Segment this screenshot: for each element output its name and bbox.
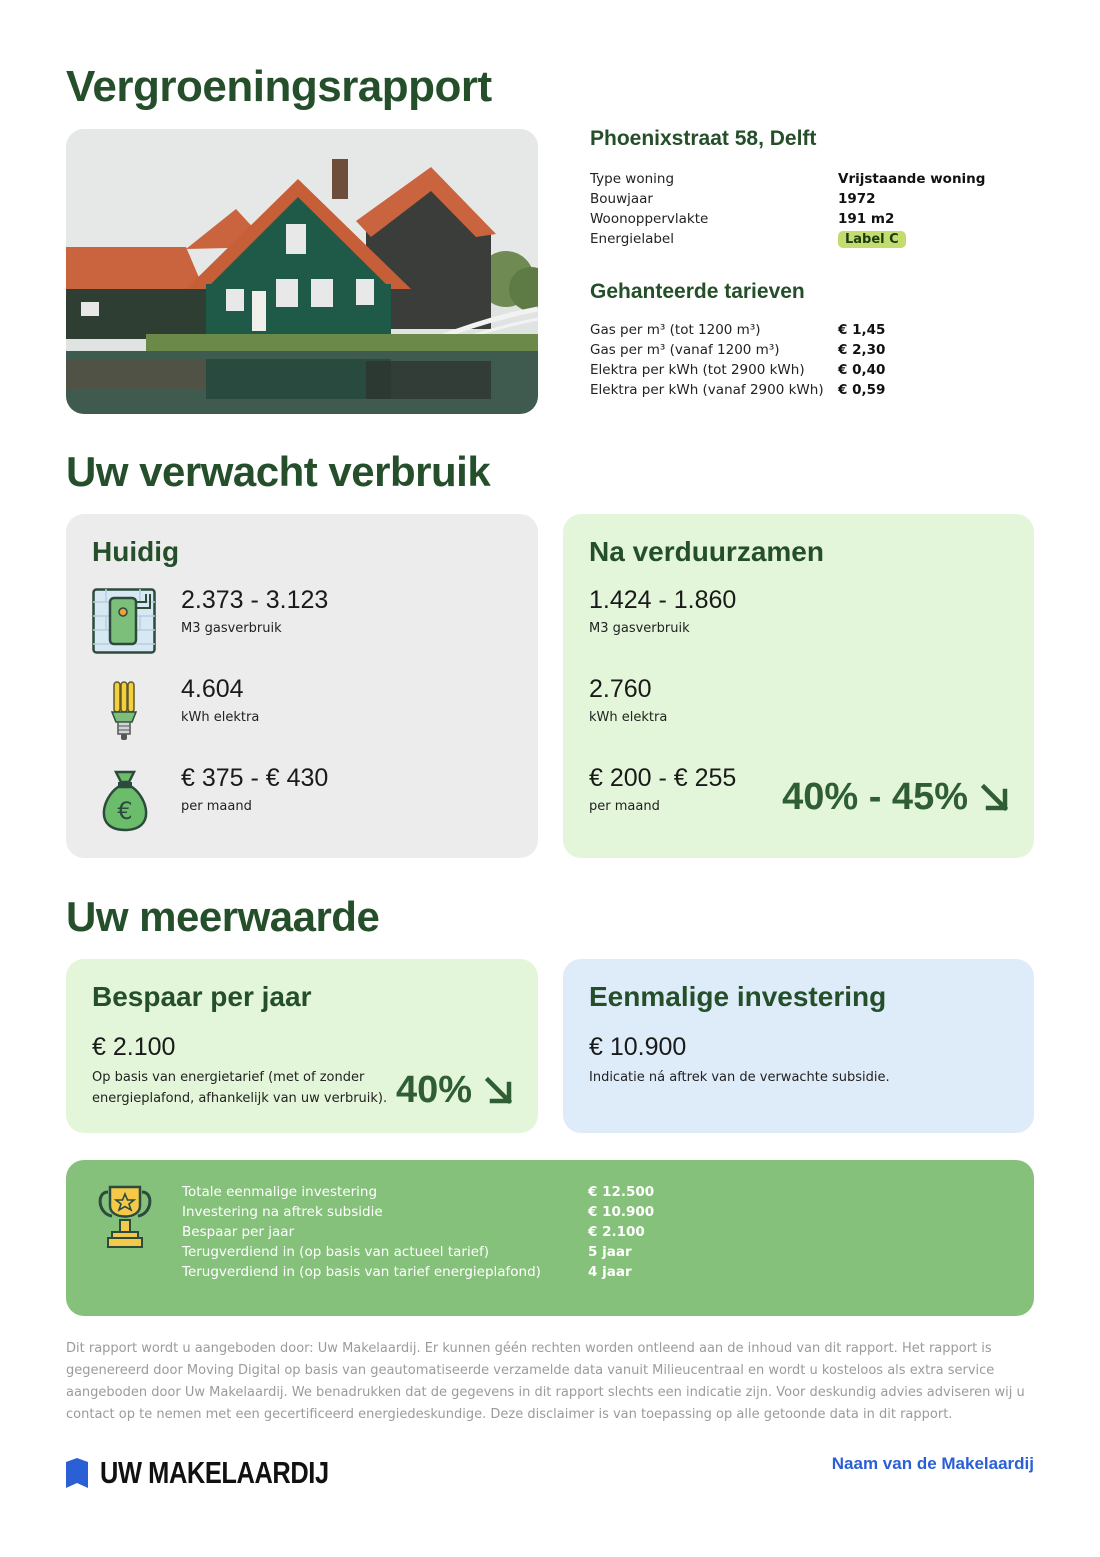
logo-text: UW MAKELAARDIJ — [100, 1455, 329, 1490]
summary-value: 5 jaar — [588, 1244, 632, 1260]
property-details — [590, 171, 1030, 248]
disclaimer-text: Dit rapport wordt u aangeboden door: Uw Makelaardij. Er kunnen géén rechten worden ontleend aan de inhoud van dit rapport. Het rapport is gegenereerd door Moving Digital op basis van geautomatiseerde verzamelde data vanuit Milieucentraal en wordt u kosteloos als extra service aangeboden door Uw Makelaardij. We benadrukken dat de gegevens in dit rapport slechts een indicatie zijn. Voor deskundig advies adviseren wij u contact op te nemen met een gecertificeerd energiedeskundige. Deze disclaimer is van toepassing op alle getoonde data in dit rapport. — [66, 1341, 1025, 1422]
detail-label: Bouwjaar — [590, 191, 653, 207]
agency-name-link[interactable]: Naam van de Makelaardij — [831, 1454, 1034, 1473]
summary-label: Bespaar per jaar — [182, 1224, 295, 1240]
after-usage-card — [563, 514, 1034, 858]
detail-value: 1972 — [838, 191, 876, 207]
summary-value: 4 jaar — [588, 1264, 632, 1280]
tariff-label: Gas per m³ (vanaf 1200 m³) — [590, 342, 780, 358]
tariffs-heading: Gehanteerde tarieven — [590, 280, 805, 303]
trophy-icon — [98, 1184, 152, 1254]
detail-label: Type woning — [590, 171, 675, 187]
after-gas: 1.424 - 1.860 M3 gasverbruik — [589, 586, 737, 636]
current-electric: 4.604 kWh elektra — [181, 675, 260, 725]
tariff-label: Elektra per kWh (tot 2900 kWh) — [590, 362, 805, 378]
current-usage-card — [66, 514, 538, 858]
summary-label: Terugverdiend in (op basis van tarief energieplafond) — [182, 1264, 541, 1280]
savings-title: Bespaar per jaar — [92, 981, 312, 1012]
page-title: Vergroeningsrapport — [66, 62, 492, 111]
investment-amount: € 10.900 — [589, 1033, 687, 1061]
logo-flag-icon — [66, 1458, 88, 1488]
property-address: Phoenixstraat 58, Delft — [590, 127, 817, 150]
boiler-icon — [92, 588, 156, 658]
current-cost: € 375 - € 430 per maand — [181, 764, 329, 814]
summary-label: Totale eenmalige investering — [182, 1184, 378, 1200]
tariff-value: € 1,45 — [838, 322, 886, 338]
after-card-title: Na verduurzamen — [589, 536, 824, 567]
current-card-title: Huidig — [92, 536, 180, 567]
property-info — [590, 127, 1030, 398]
savings-reduction: 40% — [396, 1069, 514, 1112]
after-electric: 2.760 kWh elektra — [589, 675, 668, 725]
arrow-down-right-icon — [980, 783, 1010, 813]
tariff-label: Elektra per kWh (vanaf 2900 kWh) — [590, 382, 824, 398]
savings-note: Op basis van energietarief (met of zonder energieplafond, afhankelijk van uw verbruik). — [92, 1070, 388, 1106]
tariff-label: Gas per m³ (tot 1200 m³) — [590, 322, 761, 338]
summary-value: € 10.900 — [588, 1204, 655, 1220]
summary-value: € 2.100 — [588, 1224, 645, 1240]
arrow-down-right-icon — [484, 1076, 514, 1106]
detail-value: 191 m2 — [838, 211, 895, 227]
energy-label-badge: Label C — [838, 231, 906, 248]
summary-value: € 12.500 — [588, 1184, 655, 1200]
tariffs-list — [590, 322, 1030, 398]
detail-label: Energielabel — [590, 231, 674, 247]
value-heading: Uw meerwaarde — [66, 893, 380, 940]
company-logo[interactable] — [66, 1455, 379, 1491]
usage-heading: Uw verwacht verbruik — [66, 448, 491, 495]
tariff-value: € 0,40 — [838, 362, 886, 378]
lightbulb-icon — [110, 680, 138, 746]
investment-title: Eenmalige investering — [589, 981, 887, 1012]
tariff-value: € 2,30 — [838, 342, 886, 358]
savings-amount: € 2.100 — [92, 1033, 176, 1061]
summary-label: Investering na aftrek subsidie — [182, 1204, 383, 1220]
summary-list — [182, 1184, 788, 1280]
detail-label: Woonoppervlakte — [590, 211, 709, 227]
current-gas: 2.373 - 3.123 M3 gasverbruik — [181, 586, 329, 636]
money-bag-icon — [98, 768, 152, 836]
house-photo — [66, 129, 538, 414]
detail-value: Vrijstaande woning — [838, 171, 986, 187]
usage-reduction: 40% - 45% — [782, 776, 1010, 819]
summary-label: Terugverdiend in (op basis van actueel tarief) — [182, 1244, 490, 1260]
savings-card — [66, 959, 538, 1133]
svg-text:€: € — [117, 797, 133, 825]
tariff-value: € 0,59 — [838, 382, 886, 398]
after-cost: € 200 - € 255 per maand — [589, 764, 737, 814]
investment-note: Indicatie ná aftrek van de verwachte subsidie. — [589, 1070, 890, 1085]
summary-panel — [66, 1160, 1034, 1316]
investment-card — [563, 959, 1034, 1133]
